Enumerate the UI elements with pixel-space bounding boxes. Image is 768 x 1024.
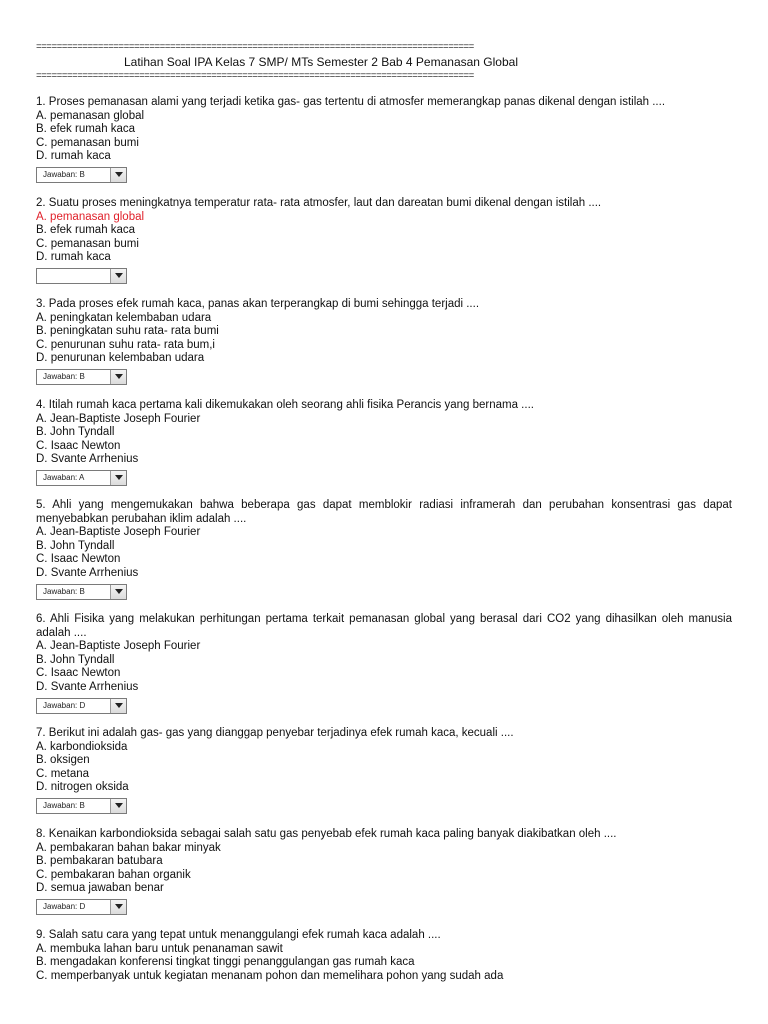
option-d: D. Svante Arrhenius [36,566,139,579]
answer-dropdown[interactable] [36,698,127,714]
option-a: A. Jean-Baptiste Joseph Fourier [36,412,201,425]
question-stem: 4. Itilah rumah kaca pertama kali dikemukakan oleh seorang ahli fisika Perancis yang bernama .... [36,399,534,411]
answer-value: Jawaban: B [43,169,85,179]
option-d: D. Svante Arrhenius [36,680,139,693]
option-c: C. memperbanyak untuk kegiatan menanam pohon dan memelihara pohon yang sudah ada [36,969,504,982]
option-a-highlighted: A. pemanasan global [36,210,145,223]
answer-dropdown[interactable] [36,899,127,915]
chevron-down-icon[interactable] [110,900,126,914]
option-a: A. Jean-Baptiste Joseph Fourier [36,640,201,653]
option-b: B. John Tyndall [36,539,115,552]
chevron-down-icon[interactable] [110,585,126,599]
option-b: B. oksigen [36,754,90,767]
option-b: B. John Tyndall [36,426,115,439]
chevron-down-icon[interactable] [110,370,126,384]
answer-value: Jawaban: A [43,472,85,482]
option-b: B. pembakaran batubara [36,855,163,868]
option-d: D. nitrogen oksida [36,781,129,794]
option-c: C. pemanasan bumi [36,237,139,250]
answer-dropdown[interactable] [36,584,127,600]
answer-dropdown[interactable] [36,167,127,183]
answer-value: Jawaban: B [43,800,85,810]
answer-value [37,269,110,283]
question-stem: 5. Ahli yang mengemukakan bahwa beberapa gas dapat memblokir radiasi inframerah dan perubahan konsentrasi gas dapat menyebabkan perubahan iklim adalah .... [36,499,732,525]
question-9 [36,929,732,983]
chevron-down-icon[interactable] [110,168,126,182]
question-stem: 8. Kenaikan karbondioksida sebagai salah satu gas penyebab efek rumah kaca paling banyak diakibatkan oleh .... [36,828,617,840]
question-stem: 3. Pada proses efek rumah kaca, panas akan terperangkap di bumi sehingga terjadi .... [36,298,480,310]
question-stem: 9. Salah satu cara yang tepat untuk menanggulangi efek rumah kaca adalah .... [36,929,441,941]
option-c: C. penurunan suhu rata- rata bum,i [36,338,215,351]
option-a: A. membuka lahan baru untuk penanaman sawit [36,942,283,955]
question-2 [36,197,732,284]
option-a: A. karbondioksida [36,740,128,753]
option-d: D. penurunan kelembaban udara [36,352,205,365]
answer-value: Jawaban: D [43,700,86,710]
answer-dropdown[interactable] [36,470,127,486]
question-8 [36,828,732,915]
option-d: D. rumah kaca [36,150,111,163]
question-3 [36,298,732,385]
option-b: B. John Tyndall [36,653,115,666]
question-stem: 2. Suatu proses meningkatnya temperatur rata- rata atmosfer, laut dan dareatan bumi dikenal dengan istilah .... [36,197,602,209]
option-b: B. mengadakan konferensi tingkat tinggi penanggulangan gas rumah kaca [36,956,415,969]
option-d: D. Svante Arrhenius [36,453,139,466]
option-a: A. pemanasan global [36,109,145,122]
option-d: D. rumah kaca [36,251,111,264]
answer-value: Jawaban: D [43,901,86,911]
separator-top: ===================================================================================== [36,42,474,52]
answer-value: Jawaban: B [43,371,85,381]
question-6 [36,613,732,714]
option-c: C. Isaac Newton [36,439,121,452]
option-a: A. Jean-Baptiste Joseph Fourier [36,526,201,539]
question-5 [36,499,732,600]
chevron-down-icon[interactable] [110,799,126,813]
option-a: A. pembakaran bahan bakar minyak [36,841,221,854]
question-4 [36,399,732,486]
option-a: A. peningkatan kelembaban udara [36,311,212,324]
chevron-down-icon[interactable] [110,269,126,283]
option-c: C. pemanasan bumi [36,136,139,149]
separator-bottom: ===================================================================================== [36,71,474,81]
option-c: C. Isaac Newton [36,553,121,566]
option-c: C. metana [36,767,90,780]
option-c: C. Isaac Newton [36,667,121,680]
page-title: Latihan Soal IPA Kelas 7 SMP/ MTs Semester 2 Bab 4 Pemanasan Global [124,55,518,69]
option-b: B. efek rumah kaca [36,123,136,136]
option-b: B. efek rumah kaca [36,224,136,237]
question-7 [36,727,732,814]
answer-value: Jawaban: B [43,586,85,596]
chevron-down-icon[interactable] [110,471,126,485]
answer-dropdown[interactable] [36,798,127,814]
question-stem: 7. Berikut ini adalah gas- gas yang dianggap penyebar terjadinya efek rumah kaca, kecuali .... [36,727,514,739]
question-stem: 1. Proses pemanasan alami yang terjadi ketika gas- gas tertentu di atmosfer memerangkap panas dikenal dengan istilah .... [36,96,666,108]
answer-dropdown[interactable] [36,268,127,284]
answer-dropdown[interactable] [36,369,127,385]
chevron-down-icon[interactable] [110,699,126,713]
question-1 [36,96,732,183]
option-c: C. pembakaran bahan organik [36,868,191,881]
option-d: D. semua jawaban benar [36,882,164,895]
option-b: B. peningkatan suhu rata- rata bumi [36,325,219,338]
question-stem: 6. Ahli Fisika yang melakukan perhitungan pertama terkait pemanasan global yang berasal dari CO2 yang dihasilkan oleh manusia adalah .... [36,613,732,639]
